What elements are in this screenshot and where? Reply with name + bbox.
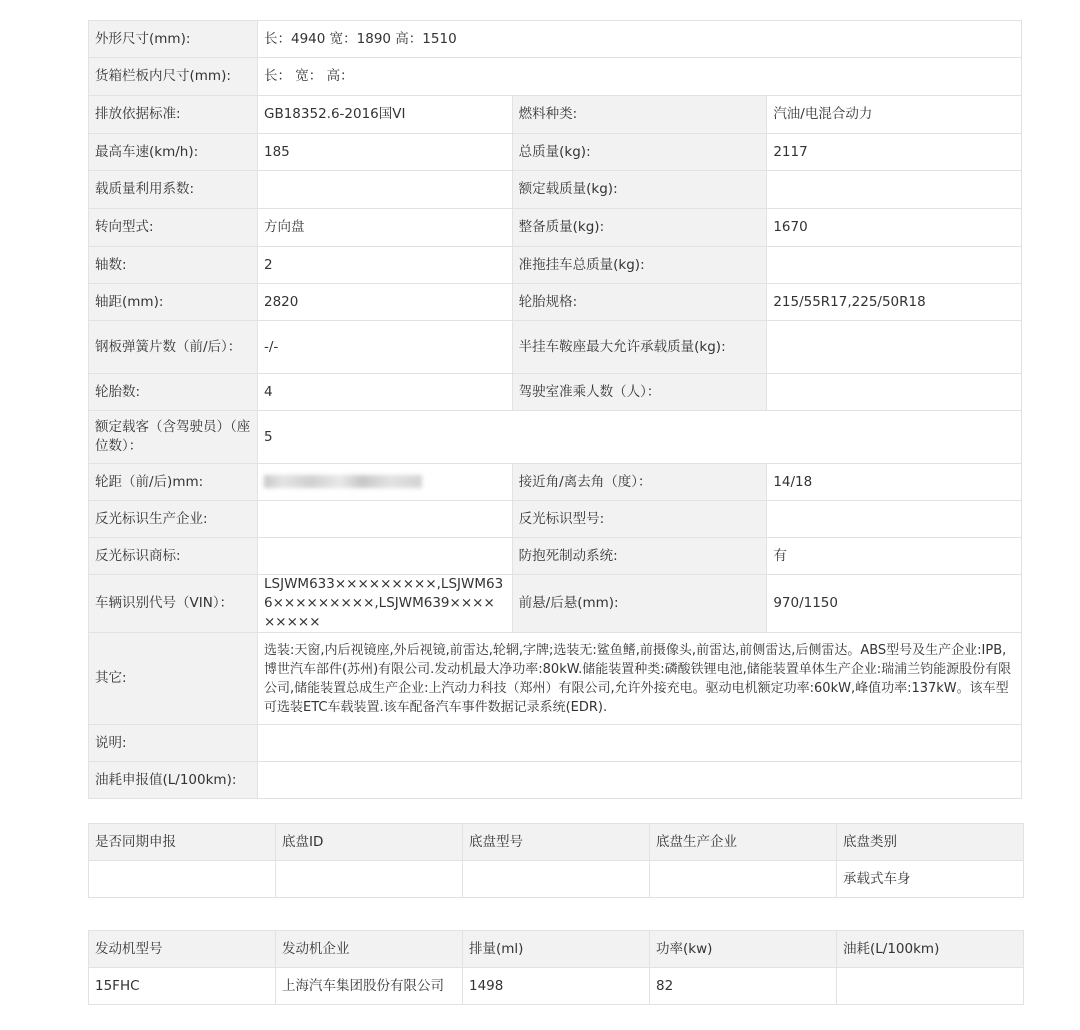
engine-header-power: 功率(kw)	[650, 931, 837, 968]
row-axles	[89, 247, 1022, 284]
gross-mass-label: 总质量(kg):	[512, 134, 767, 171]
chassis-id-cell	[276, 861, 463, 898]
leaf-springs-value: -/-	[258, 321, 513, 374]
track-label: 轮距（前/后)mm:	[89, 464, 258, 501]
dimensions-label: 外形尺寸(mm):	[89, 21, 258, 58]
chassis-header-sync: 是否同期申报	[89, 824, 276, 861]
tires-label: 轮胎数:	[89, 374, 258, 411]
reflector-model-label: 反光标识型号:	[512, 501, 767, 538]
chassis-maker-cell	[650, 861, 837, 898]
row-wheelbase	[89, 284, 1022, 321]
cargo-dims-value: 长： 宽： 高：	[258, 58, 1022, 96]
chassis-data-row	[89, 861, 1024, 898]
overhang-value: 970/1150	[767, 575, 1022, 633]
engine-header-displacement: 排量(ml)	[463, 931, 650, 968]
emission-label: 排放依据标准:	[89, 96, 258, 134]
row-emission	[89, 96, 1022, 134]
seats-value: 5	[258, 411, 1022, 464]
row-other	[89, 633, 1022, 725]
emission-value: GB18352.6-2016国VI	[258, 96, 513, 134]
fuel-consumption-label: 油耗申报值(L/100km):	[89, 762, 258, 799]
leaf-springs-label: 钢板弹簧片数（前/后）：	[89, 321, 258, 374]
other-label: 其它:	[89, 633, 258, 725]
tire-spec-value: 215/55R17,225/50R18	[767, 284, 1022, 321]
row-dimensions	[89, 21, 1022, 58]
saddle-load-value	[767, 321, 1022, 374]
reflector-brand-label: 反光标识商标:	[89, 538, 258, 575]
reflector-maker-value	[258, 501, 513, 538]
seats-label: 额定载客（含驾驶员）（座位数）：	[89, 411, 258, 464]
chassis-header-row	[89, 824, 1024, 861]
load-util-value	[258, 171, 513, 209]
engine-header-model: 发动机型号	[89, 931, 276, 968]
vin-label: 车辆识别代号（VIN）：	[89, 575, 258, 633]
row-cargo-dims	[89, 58, 1022, 96]
wheelbase-value: 2820	[258, 284, 513, 321]
steering-value: 方向盘	[258, 209, 513, 247]
row-steering	[89, 209, 1022, 247]
load-util-label: 载质量利用系数:	[89, 171, 258, 209]
rated-load-label: 额定载质量(kg):	[512, 171, 767, 209]
row-tires	[89, 374, 1022, 411]
engine-header-row	[89, 931, 1024, 968]
cab-passengers-label: 驾驶室准乘人数（人）：	[512, 374, 767, 411]
row-track	[89, 464, 1022, 501]
chassis-header-maker: 底盘生产企业	[650, 824, 837, 861]
vin-value: LSJWM633×××××××××,LSJWM636×××××××××,LSJWM639×××××××××	[258, 575, 513, 633]
chassis-header-type: 底盘类别	[837, 824, 1024, 861]
engine-fuel-cell	[837, 968, 1024, 1005]
engine-header-maker: 发动机企业	[276, 931, 463, 968]
redacted-blur	[264, 475, 422, 488]
row-leaf-springs	[89, 321, 1022, 374]
dimensions-value: 长：4940 宽：1890 高：1510	[258, 21, 1022, 58]
max-speed-label: 最高车速(km/h):	[89, 134, 258, 171]
reflector-maker-label: 反光标识生产企业:	[89, 501, 258, 538]
curb-mass-label: 整备质量(kg):	[512, 209, 767, 247]
angles-label: 接近角/离去角（度）：	[512, 464, 767, 501]
overhang-label: 前悬/后悬(mm):	[512, 575, 767, 633]
notes-value	[258, 725, 1022, 762]
axles-value: 2	[258, 247, 513, 284]
cab-passengers-value	[767, 374, 1022, 411]
saddle-load-label: 半挂车鞍座最大允许承载质量(kg):	[512, 321, 767, 374]
chassis-type-cell: 承载式车身	[837, 861, 1024, 898]
curb-mass-value: 1670	[767, 209, 1022, 247]
row-reflector	[89, 501, 1022, 538]
engine-model-cell: 15FHC	[89, 968, 276, 1005]
trailer-mass-label: 准拖挂车总质量(kg):	[512, 247, 767, 284]
axles-label: 轴数:	[89, 247, 258, 284]
trailer-mass-value	[767, 247, 1022, 284]
engine-maker-cell: 上海汽车集团股份有限公司	[276, 968, 463, 1005]
row-seats	[89, 411, 1022, 464]
steering-label: 转向型式:	[89, 209, 258, 247]
row-max-speed	[89, 134, 1022, 171]
fuel-type-label: 燃料种类:	[512, 96, 767, 134]
row-reflector-brand	[89, 538, 1022, 575]
chassis-header-id: 底盘ID	[276, 824, 463, 861]
engine-data-row	[89, 968, 1024, 1005]
track-value	[258, 464, 513, 501]
rated-load-value	[767, 171, 1022, 209]
notes-label: 说明:	[89, 725, 258, 762]
row-load-util	[89, 171, 1022, 209]
row-vin	[89, 575, 1022, 633]
angles-value: 14/18	[767, 464, 1022, 501]
tire-spec-label: 轮胎规格:	[512, 284, 767, 321]
wheelbase-label: 轴距(mm):	[89, 284, 258, 321]
row-fuel-consumption	[89, 762, 1022, 799]
reflector-model-value	[767, 501, 1022, 538]
chassis-sync-cell	[89, 861, 276, 898]
abs-value: 有	[767, 538, 1022, 575]
chassis-header-model: 底盘型号	[463, 824, 650, 861]
fuel-type-value: 汽油/电混合动力	[767, 96, 1022, 134]
vehicle-params-table	[88, 20, 1022, 799]
chassis-table	[88, 823, 1024, 898]
tires-value: 4	[258, 374, 513, 411]
engine-power-cell: 82	[650, 968, 837, 1005]
reflector-brand-value	[258, 538, 513, 575]
engine-header-fuel: 油耗(L/100km)	[837, 931, 1024, 968]
engine-table	[88, 930, 1024, 1005]
fuel-consumption-value	[258, 762, 1022, 799]
abs-label: 防抱死制动系统:	[512, 538, 767, 575]
cargo-dims-label: 货箱栏板内尺寸(mm):	[89, 58, 258, 96]
gross-mass-value: 2117	[767, 134, 1022, 171]
row-notes	[89, 725, 1022, 762]
engine-displacement-cell: 1498	[463, 968, 650, 1005]
other-value: 选装:天窗,内后视镜座,外后视镜,前雷达,轮辋,字牌;选装无:鲨鱼鳍,前摄像头,前雷达,前侧雷达,后侧雷达。ABS型号及生产企业:IPB,博世汽车部件(苏州)有限公司.发动机最大净功率:80kW.储能装置种类:磷酸铁锂电池,储能装置单体生产企业:瑞浦兰钧能源股份有限公司,储能装置总成生产企业:上汽动力科技（郑州）有限公司,允许外接充电。驱动电机额定功率:60kW,峰值功率:137kW。该车型可选装ETC车载装置.该车配备汽车事件数据记录系统(EDR).	[258, 633, 1022, 725]
chassis-model-cell	[463, 861, 650, 898]
max-speed-value: 185	[258, 134, 513, 171]
